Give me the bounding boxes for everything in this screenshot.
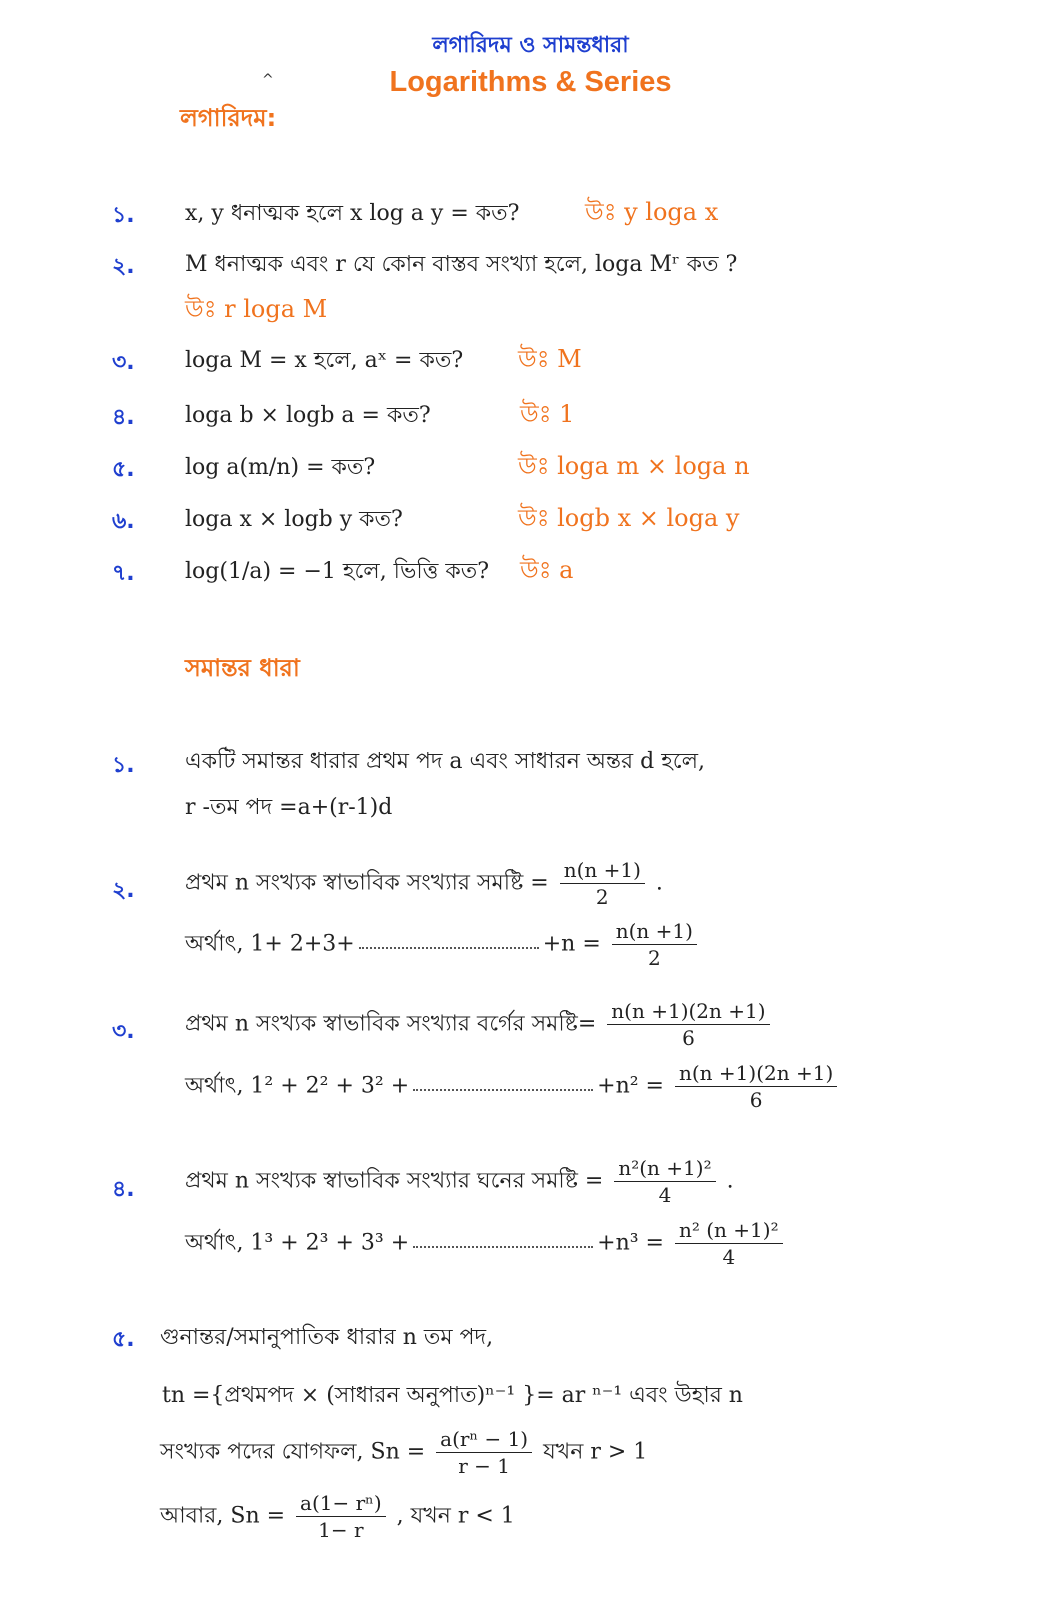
series-text: একটি সমান্তর ধারার প্রথম পদ a এবং সাধারন অন্তর d হলে, — [185, 749, 706, 774]
section-heading-series: সমান্তর ধারা — [185, 654, 300, 682]
item-number: ৩. — [112, 1019, 135, 1044]
item-number: ১. — [112, 753, 135, 778]
fraction-numerator: a(1− rⁿ) — [296, 1490, 386, 1517]
question-text: log(1/a) = −1 হলে, ভিত্তি কত? — [185, 559, 490, 584]
fraction-numerator: n(n +1) — [560, 857, 645, 884]
series-sum-formula — [160, 1490, 515, 1543]
answer-text: উঃ y loga x — [585, 198, 719, 226]
fraction-numerator: n² (n +1)² — [675, 1217, 783, 1244]
item-number: ১. — [112, 203, 135, 228]
question-text: M ধনাত্মক এবং r যে কোন বাস্তব সংখ্যা হলে, loga Mʳ কত ? — [185, 252, 738, 277]
fraction-denominator: 4 — [658, 1183, 672, 1207]
sum-prefix: আবার, Sn = — [160, 1503, 286, 1529]
sum-fraction — [612, 918, 697, 971]
question-text: log a(m/n) = কত? — [185, 455, 376, 480]
answer-text: উঃ 1 — [520, 400, 575, 428]
question-text: loga M = x হলে, aˣ = কত? — [185, 348, 464, 373]
expansion-prefix: অর্থাৎ, 1+ 2+3+ — [185, 931, 355, 957]
sum-condition: , যখন r < 1 — [396, 1503, 515, 1529]
question-text: loga b × logb a = কত? — [185, 403, 431, 428]
fraction-denominator: 2 — [647, 946, 661, 970]
series-statement: প্রথম n সংখ্যক স্বাভাবিক সংখ্যার সমষ্টি = — [185, 870, 549, 896]
fraction-denominator: 4 — [722, 1245, 736, 1269]
series-formula: r -তম পদ =a+(r-1)d — [185, 795, 393, 820]
item-number: ২. — [112, 254, 135, 279]
answer-text: উঃ M — [518, 345, 582, 373]
page-title-english: Logarithms & Series — [389, 66, 672, 98]
section-heading-logarithm: লগারিদম: — [180, 104, 277, 132]
series-expansion — [185, 918, 701, 971]
sum-fraction — [675, 1060, 837, 1113]
period-mark: . — [726, 1168, 734, 1194]
period-mark: . — [655, 870, 663, 896]
sum-fraction — [607, 998, 769, 1051]
fraction-numerator: n(n +1)(2n +1) — [675, 1060, 837, 1087]
series-statement: প্রথম n সংখ্যক স্বাভাবিক সংখ্যার বর্গের সমষ্টি= — [185, 1011, 597, 1037]
answer-text: উঃ logb x × loga y — [518, 504, 740, 532]
fraction-denominator: 6 — [682, 1026, 695, 1050]
item-number: ৭. — [112, 561, 135, 586]
sum-fraction — [436, 1426, 532, 1479]
series-text: গুনান্তর/সমানুপাতিক ধারার n তম পদ, — [160, 1325, 494, 1350]
item-number: ২. — [112, 878, 135, 903]
answer-text: উঃ a — [520, 556, 574, 584]
sum-condition: যখন r > 1 — [543, 1439, 648, 1465]
fraction-numerator: n²(n +1)² — [614, 1155, 715, 1182]
item-number: ৫. — [112, 457, 135, 482]
answer-text: উঃ loga m × loga n — [518, 452, 750, 480]
expansion-term: +n³ = — [597, 1230, 664, 1256]
sum-fraction — [560, 857, 645, 910]
fraction-denominator: 1− r — [318, 1518, 364, 1542]
series-expansion — [185, 1217, 787, 1270]
item-number: ৬. — [112, 509, 135, 534]
sum-prefix: সংখ্যক পদের যোগফল, Sn = — [160, 1439, 426, 1465]
expansion-term: +n² = — [597, 1073, 664, 1099]
fraction-denominator: 2 — [595, 885, 609, 909]
question-text: loga x × logb y কত? — [185, 507, 403, 532]
item-number: ৫. — [112, 1327, 135, 1352]
series-formula: tn ={প্রথমপদ × (সাধারন অনুপাত)ⁿ⁻¹ }= ar ⁿ⁻¹ এবং উহার n — [162, 1383, 743, 1408]
page-title-bengali: লগারিদম ও সামন্তধারা — [432, 33, 629, 58]
fraction-denominator: 6 — [749, 1088, 763, 1112]
series-sum-formula — [160, 1426, 647, 1479]
dotted-leader — [413, 1089, 593, 1091]
series-expansion — [185, 1060, 841, 1113]
series-text — [185, 857, 663, 910]
sum-fraction — [675, 1217, 783, 1270]
dotted-leader — [413, 1246, 593, 1248]
expansion-term: +n = — [542, 931, 601, 957]
question-text: x, y ধনাত্মক হলে x log a y = কত? — [185, 201, 520, 226]
answer-text: উঃ r loga M — [185, 295, 328, 323]
fraction-numerator: n(n +1) — [612, 918, 697, 945]
fraction-denominator: r − 1 — [458, 1454, 511, 1478]
dotted-leader — [359, 947, 539, 949]
series-text — [185, 998, 774, 1051]
sum-fraction — [614, 1155, 715, 1208]
expansion-prefix: অর্থাৎ, 1² + 2² + 3² + — [185, 1073, 410, 1099]
item-number: ৩. — [112, 350, 135, 375]
series-statement: প্রথম n সংখ্যক স্বাভাবিক সংখ্যার ঘনের সমষ্টি = — [185, 1168, 604, 1194]
fraction-numerator: n(n +1)(2n +1) — [607, 998, 769, 1025]
caret-mark: ^ — [262, 72, 274, 88]
sum-fraction — [296, 1490, 386, 1543]
series-text — [185, 1155, 734, 1208]
fraction-numerator: a(rⁿ − 1) — [436, 1426, 532, 1453]
item-number: ৪. — [112, 405, 135, 430]
expansion-prefix: অর্থাৎ, 1³ + 2³ + 3³ + — [185, 1230, 410, 1256]
item-number: ৪. — [112, 1177, 135, 1202]
